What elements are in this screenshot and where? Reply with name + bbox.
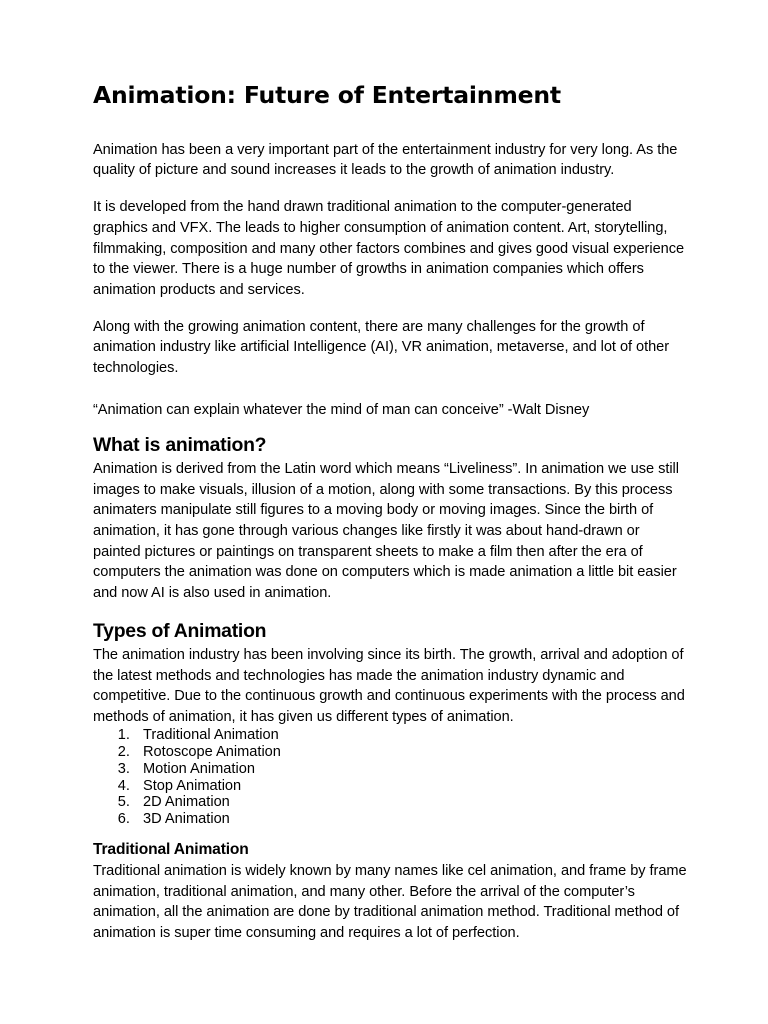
intro-paragraph-3: Along with the growing animation content, there are many challenges for the growth of animation industry like artificial Intelligence (AI), VR animation, metaverse, and lot of other technologies. — [93, 318, 670, 377]
section-paragraph-types-of-animation: The animation industry has been involving since its birth. The growth, arrival and adoption of the latest methods and technologies has made the animation industry dynamic and competitive. Due to the continuous growth and continuous experiments with the process and methods of animation, it has given us different types of animation. — [93, 646, 685, 725]
document-title: Animation: Future of Entertainment — [93, 81, 561, 109]
animation-types-list — [93, 727, 690, 828]
section-paragraph-traditional-animation: Traditional animation is widely known by many names like cel animation, and frame by frame animation, traditional animation, and many other. Before the arrival of the computer’s animation, all the animation are done by traditional animation method. Traditional method of animation is super time consuming and requires a lot of perfection. — [93, 863, 687, 941]
section-heading-traditional-animation: Traditional Animation — [93, 841, 249, 859]
list-item: 4. Stop Animation — [134, 778, 690, 795]
intro-paragraph-1: Animation has been a very important part of the entertainment industry for very long. As the quality of picture and sound increases it leads to the growth of animation industry. — [93, 141, 678, 179]
list-item: 5. 2D Animation — [134, 794, 690, 811]
intro-paragraph-2: It is developed from the hand drawn traditional animation to the computer-generated graphics and VFX. The leads to higher consumption of animation content. Art, storytelling, filmmaking, composition and many other factors combines and gives good visual experience to the viewer. There is a huge number of growths in animation companies which offers animation products and services. — [93, 199, 685, 298]
section-heading-types-of-animation: Types of Animation — [93, 619, 267, 642]
section-heading-what-is-animation: What is animation? — [93, 434, 267, 457]
list-item: 1. Traditional Animation — [134, 727, 690, 744]
walt-disney-quote: “Animation can explain whatever the mind of man can conceive” -Walt Disney — [93, 401, 590, 418]
list-item: 6. 3D Animation — [134, 811, 690, 828]
list-item: 3. Motion Animation — [134, 761, 690, 778]
section-paragraph-what-is-animation: Animation is derived from the Latin word which means “Liveliness”. In animation we use still images to make visuals, illusion of a motion, along with some transactions. By this process animaters manipulate still figures to a moving body or moving images. Since the birth of animation, it has gone through various changes like firstly it was about hand-drawn or painted pictures or paintings on transparent sheets to make a film then after the era of computers the animation was done on computers which is made animation a little bit easier and now AI is also used in animation. — [93, 461, 679, 601]
list-item: 2. Rotoscope Animation — [134, 744, 690, 761]
